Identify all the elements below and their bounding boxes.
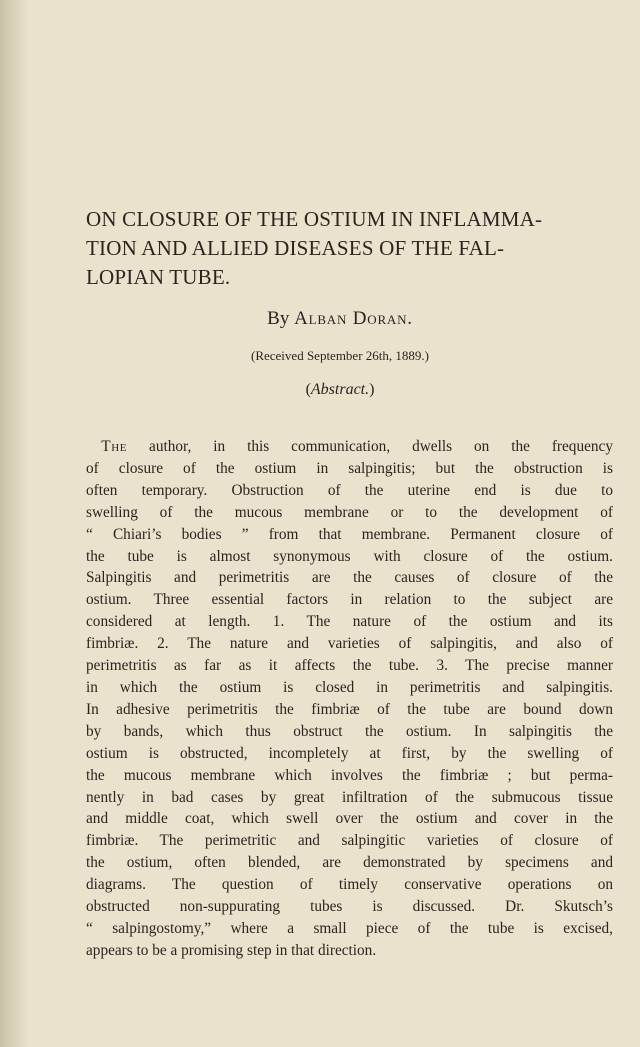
body-line: and middle coat, which swell over the ostium and cover in the xyxy=(86,810,613,828)
abstract-heading: (Abstract.) xyxy=(305,381,375,398)
body-line: appears to be a promising step in that direction. xyxy=(86,941,377,959)
body-line xyxy=(86,436,613,458)
body-line: the tube is almost synonymous with closure of the ostium. xyxy=(86,547,613,565)
page-edge-shadow xyxy=(0,0,30,1047)
body-line: nently in bad cases by great infiltration of the submucous tissue xyxy=(86,788,613,806)
byline-prefix: By xyxy=(267,308,290,329)
byline xyxy=(0,307,640,331)
body-line: fimbriæ. The perimetritic and salpingitic varieties of closure of xyxy=(86,832,613,850)
body-line: of closure of the ostium in salpingitis; but the obstruction is xyxy=(86,459,613,477)
title-line: ON CLOSURE OF THE OSTIUM IN INFLAMMA- xyxy=(86,207,543,231)
body-line: in which the ostium is closed in perimetritis and salpingitis. xyxy=(86,678,613,696)
body-line: the ostium, often blended, are demonstrated by specimens and xyxy=(86,854,613,872)
body-line: ostium. Three essential factors in relation to the subject are xyxy=(86,591,613,609)
body-line: Salpingitis and perimetritis are the causes of closure of the xyxy=(86,569,613,587)
body-line: obstructed non-suppurating tubes is discussed. Dr. Skutsch’s xyxy=(86,898,613,916)
body-line: swelling of the mucous membrane or to the development of xyxy=(86,503,613,521)
abstract-body xyxy=(86,436,613,962)
body-line: In adhesive perimetritis the fimbriæ of the tube are bound down xyxy=(86,700,613,718)
body-line: ostium is obstructed, incompletely at first, by the swelling of xyxy=(86,744,613,762)
body-line: “ salpingostomy,” where a small piece of the tube is excised, xyxy=(86,919,613,937)
body-line: diagrams. The question of timely conservative operations on xyxy=(86,876,613,894)
title-line: LOPIAN TUBE. xyxy=(86,265,231,289)
abstract-label: Abstract. xyxy=(310,381,370,398)
body-line: “ Chiari’s bodies ” from that membrane. Permanent closure of xyxy=(86,525,613,543)
body-line: considered at length. 1. The nature of the ostium and its xyxy=(86,613,613,631)
body-line: by bands, which thus obstruct the ostium. In salpingitis the xyxy=(86,722,613,740)
body-line: perimetritis as far as it affects the tube. 3. The precise manner xyxy=(86,657,613,675)
author-name: Alban Doran. xyxy=(294,308,413,329)
received-date: (Received September 26th, 1889.) xyxy=(251,348,429,363)
title-line: TION AND ALLIED DISEASES OF THE FAL- xyxy=(86,236,505,260)
body-line: often temporary. Obstruction of the uterine end is due to xyxy=(86,481,613,499)
first-line-text: author, in this communication, dwells on the frequency xyxy=(127,438,613,455)
body-line: fimbriæ. 2. The nature and varieties of salpingitis, and also of xyxy=(86,635,613,653)
lead-word: The xyxy=(101,438,128,455)
article-title xyxy=(86,205,606,292)
body-line: the mucous membrane which involves the fimbriæ ; but perma- xyxy=(86,766,613,784)
